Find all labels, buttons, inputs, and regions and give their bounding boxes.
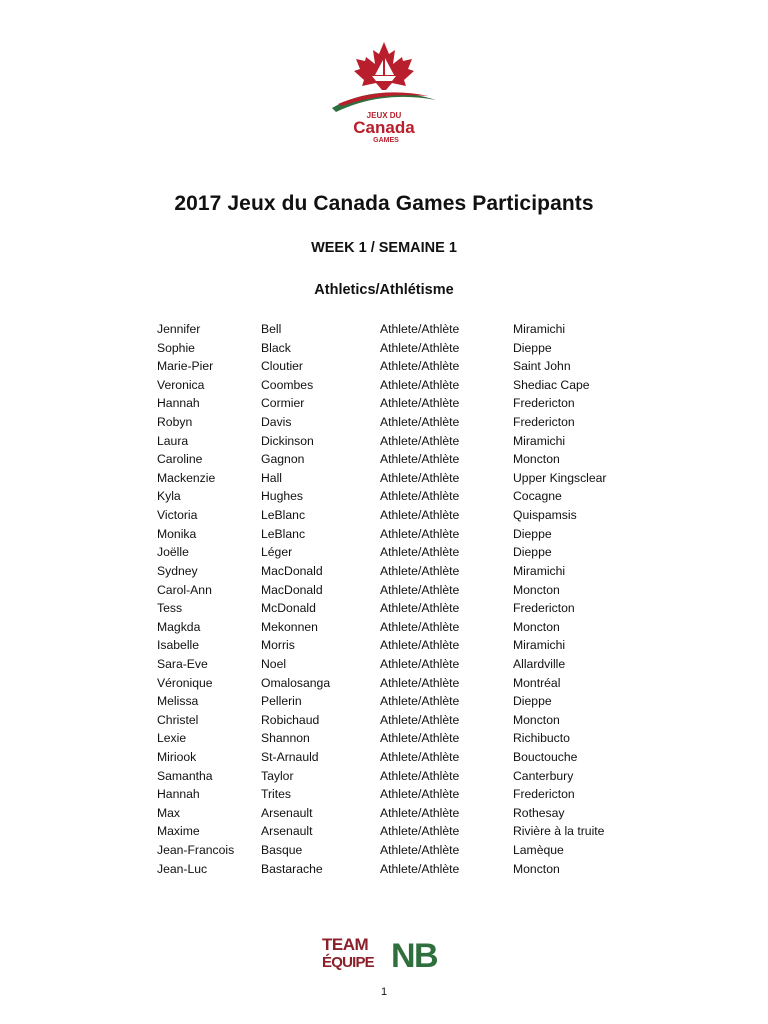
participant-row [157, 376, 637, 395]
participant-row [157, 469, 637, 488]
participant-role: Athlete/Athlète [380, 675, 460, 690]
participant-first-name: Sydney [157, 563, 198, 578]
participant-row [157, 711, 637, 730]
participant-hometown: Fredericton [513, 396, 575, 411]
participant-last-name: Basque [261, 843, 303, 858]
participant-first-name: Monika [157, 526, 197, 541]
participant-first-name: Kyla [157, 489, 181, 504]
participant-role: Athlete/Athlète [380, 340, 460, 355]
week-heading: WEEK 1 / SEMAINE 1 [311, 240, 457, 256]
participant-last-name: Mekonnen [261, 619, 318, 634]
participant-hometown: Dieppe [513, 340, 552, 355]
participant-row [157, 581, 637, 600]
participant-first-name: Hannah [157, 787, 200, 802]
logo-text-jeux-du: JEUX DU [366, 111, 402, 120]
participant-row [157, 525, 637, 544]
participant-first-name: Hannah [157, 396, 200, 411]
participant-row [157, 562, 637, 581]
participant-hometown: Miramichi [513, 322, 566, 336]
participant-row [157, 357, 637, 376]
participant-role: Athlete/Athlète [380, 805, 460, 820]
participant-first-name: Maxime [157, 824, 200, 839]
participant-role: Athlete/Athlète [380, 694, 460, 709]
participant-role: Athlete/Athlète [380, 508, 460, 523]
participant-hometown: Cocagne [513, 489, 562, 504]
participant-first-name: Carol-Ann [157, 582, 212, 597]
participant-first-name: Miriook [157, 750, 197, 765]
participant-row [157, 636, 637, 655]
participant-last-name: LeBlanc [261, 508, 306, 523]
participant-row [157, 692, 637, 711]
participant-row [157, 822, 637, 841]
logo-text-games: GAMES [373, 137, 399, 144]
participant-role: Athlete/Athlète [380, 545, 460, 560]
participant-first-name: Caroline [157, 452, 203, 467]
participant-first-name: Magkda [157, 619, 201, 634]
participant-hometown: Upper Kingsclear [513, 470, 607, 485]
participant-role: Athlete/Athlète [380, 433, 460, 448]
participant-hometown: Fredericton [513, 415, 575, 430]
participant-hometown: Rivière à la truite [513, 824, 605, 839]
participant-last-name: Bastarache [261, 861, 323, 876]
participant-role: Athlete/Athlète [380, 768, 460, 783]
participant-last-name: Hughes [261, 489, 304, 504]
participant-role: Athlete/Athlète [380, 452, 460, 467]
participant-first-name: Max [157, 805, 181, 820]
participant-hometown: Shediac Cape [513, 377, 590, 392]
participant-last-name: Hall [261, 470, 282, 485]
participant-last-name: Black [261, 340, 291, 355]
participant-last-name: MacDonald [261, 582, 323, 597]
participant-list [157, 320, 637, 878]
participant-hometown: Dieppe [513, 526, 552, 541]
participant-last-name: Arsenault [261, 824, 313, 839]
participant-role: Athlete/Athlète [380, 563, 460, 578]
participant-first-name: Joëlle [157, 545, 189, 560]
participant-hometown: Allardville [513, 656, 566, 671]
participant-hometown: Dieppe [513, 545, 552, 560]
participant-row [157, 674, 637, 693]
participant-hometown: Miramichi [513, 433, 566, 448]
participant-hometown: Lamèque [513, 843, 564, 858]
participant-row [157, 320, 637, 339]
participant-last-name: Morris [261, 638, 295, 653]
participant-last-name: Shannon [261, 731, 310, 746]
participant-role: Athlete/Athlète [380, 601, 460, 616]
participant-role: Athlete/Athlète [380, 619, 460, 634]
participant-hometown: Saint John [513, 359, 571, 374]
participant-hometown: Dieppe [513, 694, 552, 709]
participant-role: Athlete/Athlète [380, 582, 460, 597]
participant-row [157, 450, 637, 469]
participant-last-name: Noel [261, 656, 287, 671]
document-title: 2017 Jeux du Canada Games Participants [174, 192, 594, 215]
participant-last-name: Cormier [261, 396, 305, 411]
participant-last-name: Léger [261, 545, 293, 560]
participant-hometown: Miramichi [513, 638, 566, 653]
participant-role: Athlete/Athlète [380, 396, 460, 411]
logo-text-team: TEAM [322, 935, 369, 954]
participant-role: Athlete/Athlète [380, 861, 460, 876]
participant-last-name: Bell [261, 322, 282, 336]
participant-role: Athlete/Athlète [380, 731, 460, 746]
participant-row [157, 767, 637, 786]
participant-first-name: Robyn [157, 415, 193, 430]
participant-last-name: LeBlanc [261, 526, 306, 541]
participant-row [157, 394, 637, 413]
participant-role: Athlete/Athlète [380, 750, 460, 765]
participant-last-name: Davis [261, 415, 292, 430]
participant-last-name: Cloutier [261, 359, 303, 374]
participant-first-name: Sophie [157, 340, 195, 355]
participant-first-name: Jean-Francois [157, 843, 235, 858]
participant-role: Athlete/Athlète [380, 638, 460, 653]
participant-last-name: Robichaud [261, 712, 320, 727]
participant-last-name: Taylor [261, 768, 294, 783]
participant-role: Athlete/Athlète [380, 712, 460, 727]
participant-first-name: Samantha [157, 768, 213, 783]
participant-last-name: McDonald [261, 601, 316, 616]
participant-role: Athlete/Athlète [380, 526, 460, 541]
participant-last-name: Omalosanga [261, 675, 331, 690]
sport-heading: Athletics/Athlétisme [314, 282, 454, 298]
participant-row [157, 543, 637, 562]
participant-role: Athlete/Athlète [380, 824, 460, 839]
participant-role: Athlete/Athlète [380, 787, 460, 802]
participant-role: Athlete/Athlète [380, 843, 460, 858]
participant-last-name: Gagnon [261, 452, 305, 467]
logo-text-nb: NB [391, 937, 438, 972]
participant-first-name: Veronica [157, 377, 205, 392]
participant-first-name: Véronique [157, 675, 213, 690]
participant-hometown: Moncton [513, 582, 560, 597]
participant-hometown: Bouctouche [513, 750, 578, 765]
participant-first-name: Mackenzie [157, 470, 216, 485]
participant-first-name: Laura [157, 433, 189, 448]
participant-first-name: Christel [157, 712, 199, 727]
participant-role: Athlete/Athlète [380, 470, 460, 485]
participant-hometown: Miramichi [513, 563, 566, 578]
participant-first-name: Jean-Luc [157, 861, 208, 876]
participant-role: Athlete/Athlète [380, 656, 460, 671]
participant-row [157, 729, 637, 748]
participant-first-name: Isabelle [157, 638, 200, 653]
participant-row [157, 487, 637, 506]
participant-last-name: Coombes [261, 377, 314, 392]
participant-row [157, 785, 637, 804]
participant-row [157, 599, 637, 618]
participant-last-name: Dickinson [261, 433, 314, 448]
participant-hometown: Fredericton [513, 601, 575, 616]
participant-role: Athlete/Athlète [380, 322, 460, 336]
participant-hometown: Canterbury [513, 768, 574, 783]
participant-last-name: Trites [261, 787, 292, 802]
participant-hometown: Montréal [513, 675, 561, 690]
logo-text-equipe: ÉQUIPE [322, 954, 374, 971]
participant-first-name: Tess [157, 601, 183, 616]
team-nb-logo [320, 934, 448, 972]
logo-text-canada: Canada [353, 118, 415, 137]
participant-row [157, 618, 637, 637]
participant-hometown: Moncton [513, 861, 560, 876]
participant-hometown: Richibucto [513, 731, 570, 746]
participant-first-name: Lexie [157, 731, 187, 746]
participant-row [157, 655, 637, 674]
participant-row [157, 748, 637, 767]
participant-first-name: Victoria [157, 508, 198, 523]
participant-row [157, 413, 637, 432]
participant-first-name: Jennifer [157, 322, 201, 336]
participant-hometown: Rothesay [513, 805, 565, 820]
participant-row [157, 860, 637, 879]
participant-role: Athlete/Athlète [380, 359, 460, 374]
participant-hometown: Quispamsis [513, 508, 577, 523]
participant-hometown: Moncton [513, 712, 560, 727]
participant-row [157, 339, 637, 358]
participant-row [157, 506, 637, 525]
participant-last-name: Pellerin [261, 694, 302, 709]
canada-games-logo [328, 38, 440, 146]
participant-first-name: Marie-Pier [157, 359, 214, 374]
participant-hometown: Moncton [513, 452, 560, 467]
participant-row [157, 432, 637, 451]
participant-last-name: St-Arnauld [261, 750, 319, 765]
participant-row [157, 841, 637, 860]
participant-first-name: Sara-Eve [157, 656, 208, 671]
participant-role: Athlete/Athlète [380, 489, 460, 504]
participant-hometown: Fredericton [513, 787, 575, 802]
participant-role: Athlete/Athlète [380, 415, 460, 430]
page-number: 1 [380, 986, 388, 998]
participant-last-name: Arsenault [261, 805, 313, 820]
participant-row [157, 804, 637, 823]
participant-last-name: MacDonald [261, 563, 323, 578]
participant-first-name: Melissa [157, 694, 199, 709]
participant-hometown: Moncton [513, 619, 560, 634]
maple-leaf-icon [354, 42, 414, 90]
participant-role: Athlete/Athlète [380, 377, 460, 392]
